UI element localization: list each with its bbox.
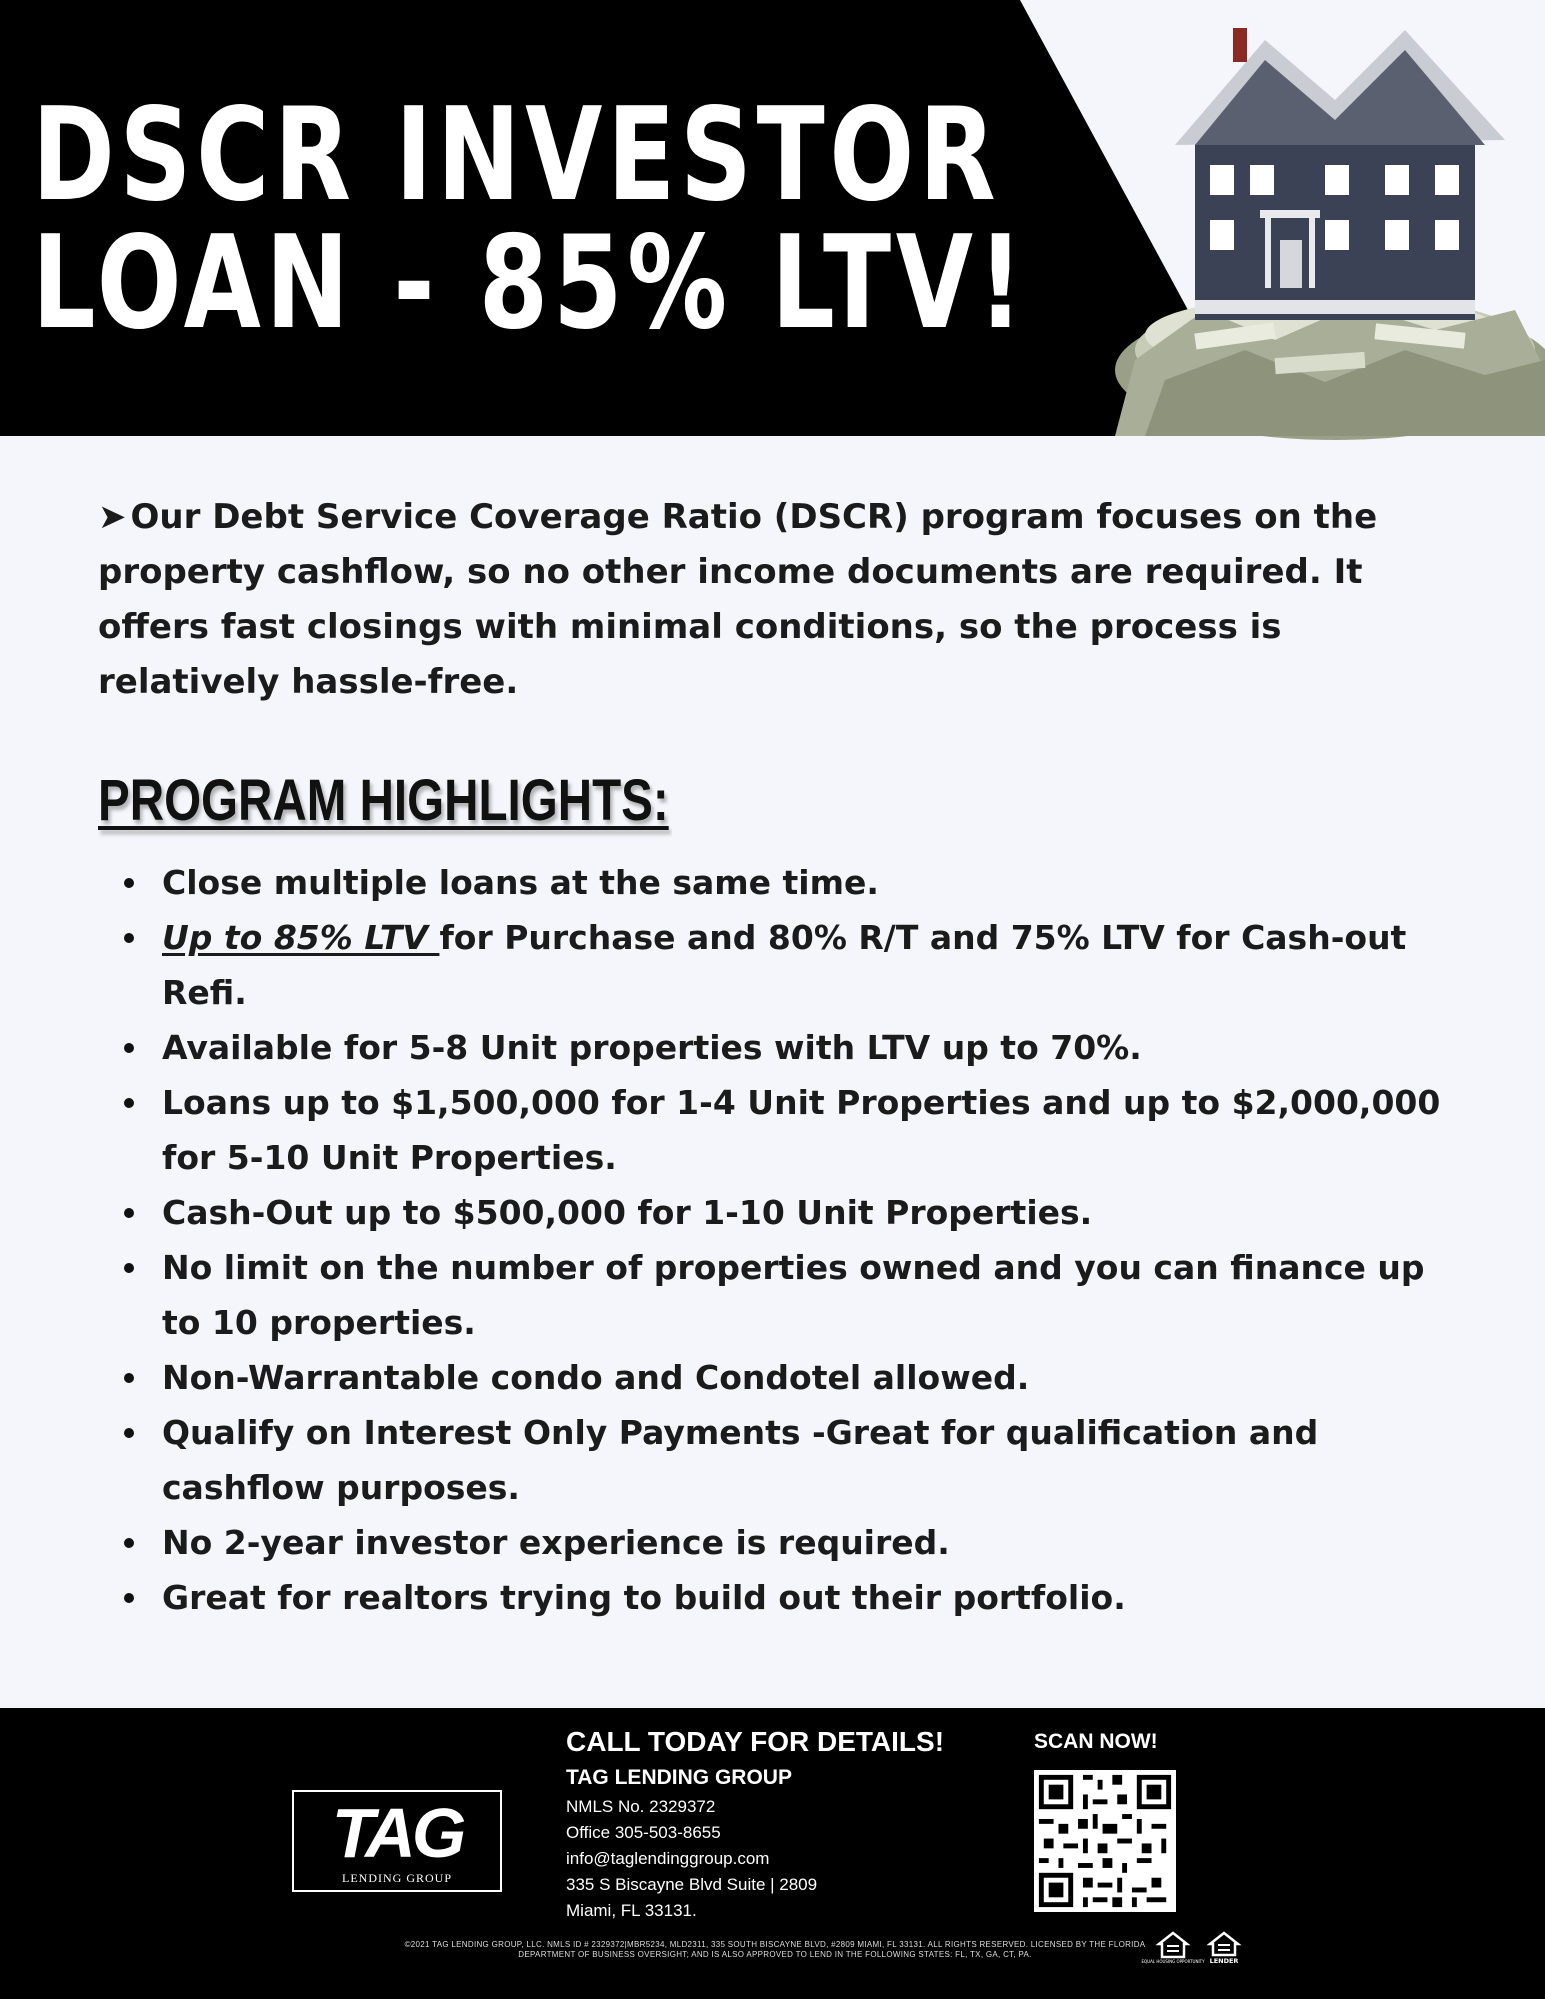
- bullet-icon: [124, 933, 134, 943]
- logo-subtitle: LENDING GROUP: [342, 1871, 452, 1885]
- intro-paragraph: [98, 490, 1428, 710]
- tag-logo: [292, 1790, 502, 1892]
- arrow-icon: ➤: [98, 497, 127, 537]
- bullet-icon: [124, 1593, 134, 1603]
- lender-label: LENDER: [1209, 1957, 1239, 1965]
- eho-label: EQUAL HOUSING OPPORTUNITY: [1141, 1959, 1205, 1964]
- list-item: Available for 5-8 Unit properties with LTV up to 70%.: [98, 1020, 1458, 1075]
- address-line-2: Miami, FL 33131.: [566, 1901, 697, 1920]
- bullet-icon: [124, 1098, 134, 1108]
- bullet-icon: [124, 878, 134, 888]
- nmls-number: NMLS No. 2329372: [566, 1797, 716, 1816]
- company-name: TAG LENDING GROUP: [566, 1766, 792, 1789]
- page-title: [32, 81, 1028, 358]
- list-item: Qualify on Interest Only Payments -Great for qualification and cashflow purposes.: [98, 1405, 1458, 1515]
- bullet-icon: [124, 1428, 134, 1438]
- header-banner: [0, 0, 1545, 436]
- list-item: Non-Warrantable condo and Condotel allowed.: [98, 1350, 1458, 1405]
- call-to-action: CALL TODAY FOR DETAILS!: [566, 1726, 945, 1757]
- bullet-icon: [124, 1373, 134, 1383]
- list-item: Great for realtors trying to build out their portfolio.: [98, 1570, 1458, 1625]
- office-phone[interactable]: Office 305-503-8655: [566, 1823, 721, 1842]
- title-line-2: LOAN - 85% LTV!: [32, 209, 1028, 358]
- bullet-icon: [124, 1263, 134, 1273]
- bullet-icon: [124, 1043, 134, 1053]
- list-item: Close multiple loans at the same time.: [98, 855, 1458, 910]
- email-link[interactable]: info@taglendinggroup.com: [566, 1849, 770, 1868]
- equal-housing-lender-icon: [1204, 1930, 1244, 1964]
- list-item: Cash-Out up to $500,000 for 1-10 Unit Properties.: [98, 1185, 1458, 1240]
- highlights-list: [98, 855, 1458, 1625]
- list-item: Loans up to $1,500,000 for 1-4 Unit Properties and up to $2,000,000 for 5-10 Unit Properties.: [98, 1075, 1458, 1185]
- logo-mark: TAG: [331, 1794, 463, 1872]
- house-on-money-image: [1075, 10, 1545, 436]
- scan-now-label: SCAN NOW!: [1034, 1730, 1158, 1753]
- qr-code[interactable]: [1034, 1770, 1176, 1912]
- equal-housing-icon: [1141, 1930, 1205, 1964]
- bullet-icon: [124, 1538, 134, 1548]
- legal-disclaimer: ©2021 TAG LENDING GROUP, LLC. NMLS ID # 2329372|MBR5234, MLD2311, 335 SOUTH BISCAYNE BLVD, #2809 MIAMI, FL 33131. ALL RIGHTS RESERVED. LICENSED BY THE FLORIDA DEPARTMENT OF BUSINESS OVERSIGHT; AND IS ALSO APPROVED TO LEND IN THE FOLLOWING STATES: FL, TX, GA, CT, PA.: [404, 1940, 1146, 1959]
- list-item: No limit on the number of properties owned and you can finance up to 10 properties.: [98, 1240, 1458, 1350]
- highlights-title: PROGRAM HIGHLIGHTS:: [98, 768, 669, 833]
- title-line-1: DSCR INVESTOR: [32, 81, 1001, 230]
- ltv-emphasis: Up to 85% LTV: [162, 918, 440, 957]
- list-item: No 2-year investor experience is required.: [98, 1515, 1458, 1570]
- house: [1175, 28, 1505, 320]
- footer: [0, 1708, 1545, 1999]
- address-line-1: 335 S Biscayne Blvd Suite | 2809: [566, 1875, 818, 1894]
- bullet-icon: [124, 1208, 134, 1218]
- list-item: Up to 85% LTV for Purchase and 80% R/T and 75% LTV for Cash-out Refi.: [98, 910, 1458, 1020]
- contact-block: [566, 1722, 986, 1924]
- intro-text: Our Debt Service Coverage Ratio (DSCR) program focuses on the property cashflow, so no other income documents are required. It offers fast closings with minimal conditions, so the process is relatively hassle-free.: [98, 497, 1378, 702]
